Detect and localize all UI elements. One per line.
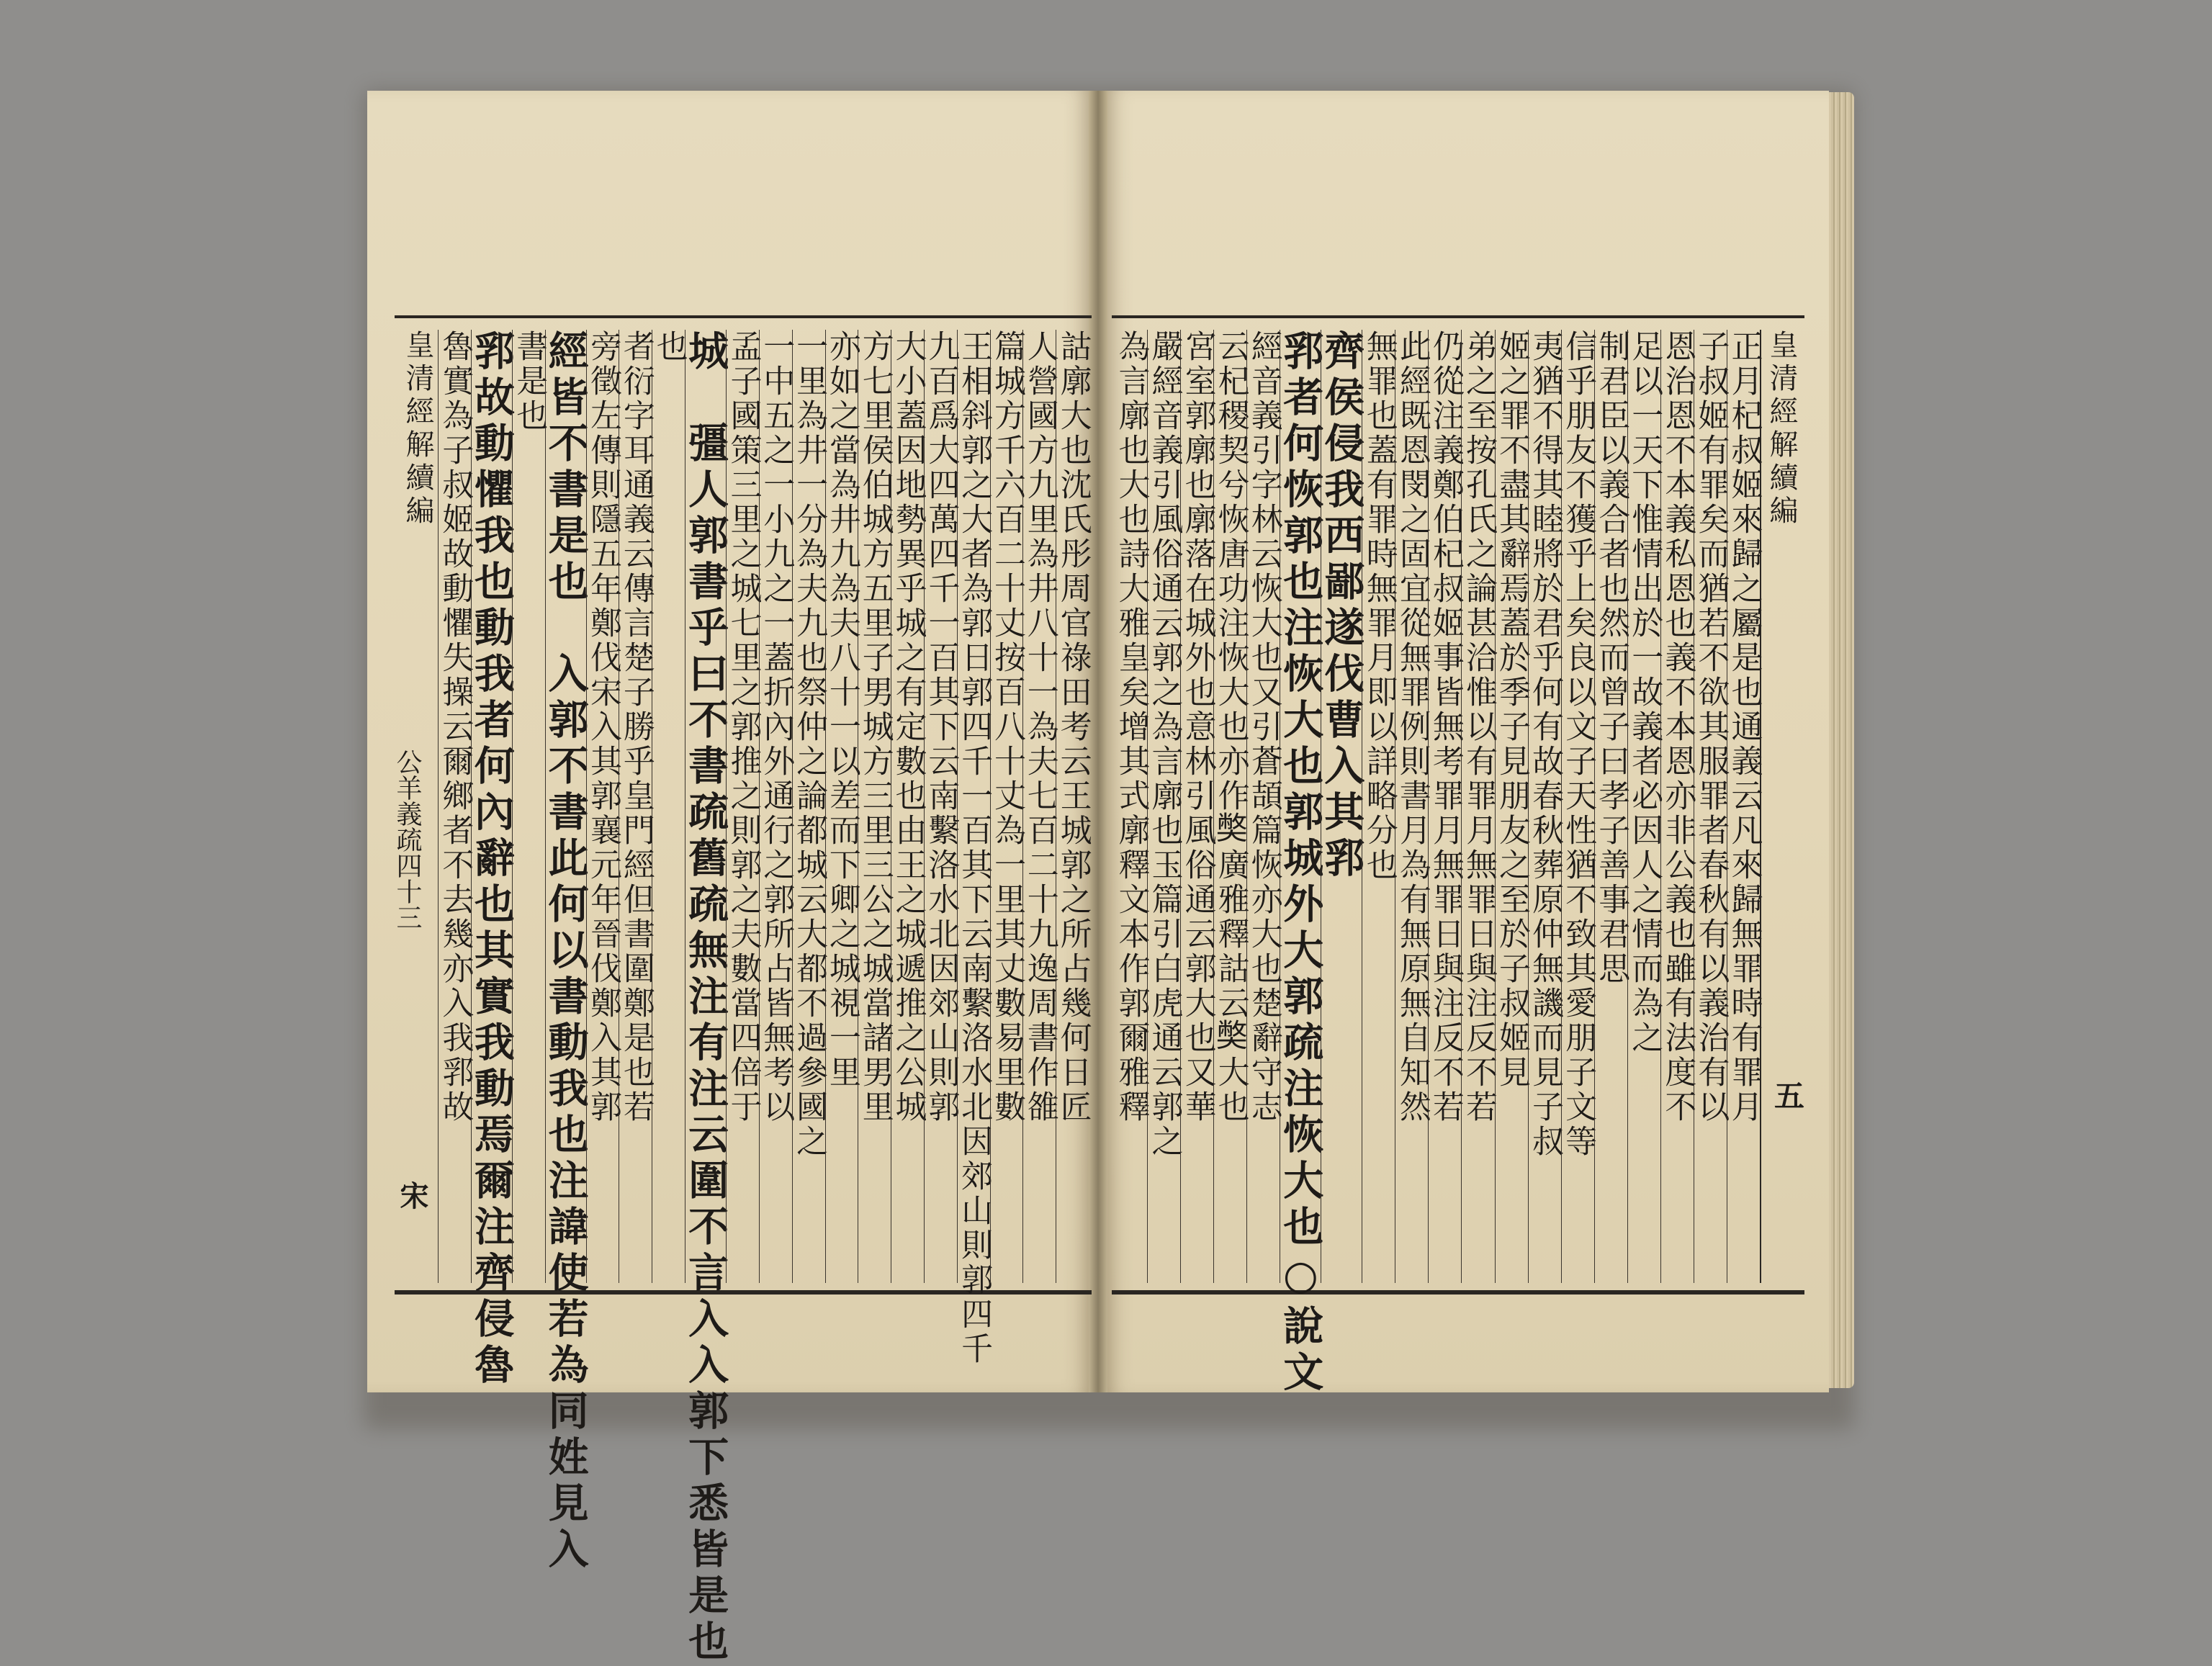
text-column xyxy=(682,330,730,1666)
text-column xyxy=(1022,330,1056,1283)
text-column xyxy=(617,330,655,1283)
column-text: 九百爲大四萬四千一百其下云南繫洛水北因郊山則郭 xyxy=(922,330,960,1125)
text-column xyxy=(1146,330,1183,1283)
text-column xyxy=(585,330,622,1283)
right-folio-number: 五 xyxy=(1770,1080,1805,1110)
column-text: 城 彊人郭書乎曰不書疏舊疏無注有注云圍不言入入郭下悉皆是也 xyxy=(682,330,730,1666)
column-text: 人營國方九里為井八十一為夫七百二十九逸周書作雒 xyxy=(1021,330,1058,1125)
column-text: 此經既恩閔之固宜從無罪例則書月為有無原無自知然 xyxy=(1393,330,1431,1125)
column-text: 詁廓大也沈氏彤周官祿田考云王城郭之所占幾何日匠 xyxy=(1054,330,1092,1125)
column-text: 經皆不書是也 入郭不書此何以書動我也注諱使若為同姓見入 xyxy=(541,330,590,1574)
text-column xyxy=(1318,330,1366,1283)
text-column xyxy=(650,330,688,1283)
column-text: 正月杞叔姬來歸之屬是也通義云凡來歸無罪時有罪月 xyxy=(1725,330,1763,1125)
text-column xyxy=(1460,330,1497,1283)
left-margin-mark: 宋 xyxy=(395,1181,429,1210)
column-text: 云杞稷契兮恢唐功注恢大也亦作𡚁廣雅釋詁云𡚁大也 xyxy=(1212,330,1249,1125)
column-text: 方七里侯伯城方五里子男城方三里三公之城當諸男里 xyxy=(856,330,894,1125)
right-columns xyxy=(1112,330,1802,1397)
text-column xyxy=(1112,330,1150,1283)
column-text: 為言廓也大也詩大雅皇矣增其式廓釋文本作郭爾雅釋 xyxy=(1112,330,1150,1125)
right-margin-column xyxy=(1760,330,1802,1283)
text-column xyxy=(757,330,795,1283)
column-text: 大小蓋因地勢異乎城之有定數也由王之城遞推之公城 xyxy=(889,330,927,1125)
column-text: 姬之罪不盡其辭焉蓋於季子見朋友之至於子叔姬見 xyxy=(1493,330,1531,1090)
column-text: 經音義引字林云恢大也又引蒼頡篇恢亦大也楚辭守志 xyxy=(1245,330,1282,1125)
text-column xyxy=(825,330,858,1283)
text-column xyxy=(541,330,590,1574)
column-text: 恩治恩不本義私恩也義不本恩亦非公義也雖有法度不 xyxy=(1659,330,1696,1125)
column-text: 齊侯侵我西鄙遂伐曹入其郛 xyxy=(1318,330,1366,883)
column-text: 亦如之當為井九為夫八十一以差而下卿之城視一里 xyxy=(823,330,860,1090)
column-text: 郛者何恢郭也注恢大也郭城外大郭疏注恢大也○說文 xyxy=(1277,330,1325,1397)
column-text: 魯實為子叔姬故動懼失操云爾鄉者不去幾亦入我郛故 xyxy=(436,330,474,1125)
text-column xyxy=(956,330,993,1366)
margin-title: 皇清經解續編 xyxy=(1765,330,1798,528)
column-text: 郛故動懼我也動我者何內辭也其實我動焉爾注齊侵魯 xyxy=(467,330,516,1390)
column-text: 足以一天下惟情出於一故義者必因人之情而為之 xyxy=(1626,330,1663,1055)
text-column xyxy=(467,330,516,1390)
column-text: 子叔姬有罪矣而猶若不欲其服罪者春秋有以義治有以 xyxy=(1692,330,1730,1125)
text-column xyxy=(1626,330,1663,1283)
column-text: 一中五之一小九之一蓋折內外通行之郭所占皆無考以 xyxy=(757,330,795,1125)
text-column xyxy=(1426,330,1464,1283)
text-column xyxy=(1493,330,1531,1283)
column-text: 夷猶不得其睦將於君乎何有故春秋葬原仲無譏而見子叔 xyxy=(1527,330,1564,1159)
text-column xyxy=(1660,330,1694,1283)
column-text: 孟子國策三里之城七里之郭推之則郭之夫數當四倍于 xyxy=(724,330,762,1125)
left-columns xyxy=(397,330,1092,1666)
column-text: 嚴經音義引風俗通云郭之為言廓也玉篇引白虎通云郭之 xyxy=(1146,330,1183,1159)
text-column xyxy=(511,330,548,1283)
column-text: 宮室郭廓也廓落在城外也意林引風俗通云郭大也又華 xyxy=(1179,330,1216,1125)
column-text: 一里為井一分為夫九也祭仲之論都城云大都不過參國之 xyxy=(791,330,828,1159)
column-text: 無罪也蓋有罪時無罪月即以詳略分也 xyxy=(1360,330,1398,883)
text-column xyxy=(1360,330,1398,1283)
text-column xyxy=(1725,330,1763,1283)
text-column xyxy=(1212,330,1249,1283)
column-text: 信乎朋友不獲乎上矣良以文子天性猶不致其愛朋子文等 xyxy=(1560,330,1597,1159)
column-text: 者衍字耳通義云傳言楚子勝乎皇門經但書圍鄭是也若 xyxy=(617,330,655,1125)
right-text-block xyxy=(1112,315,1804,1397)
text-column xyxy=(889,330,927,1283)
text-column xyxy=(1527,330,1564,1283)
text-column xyxy=(856,330,894,1283)
text-column xyxy=(791,330,828,1283)
text-column xyxy=(1054,330,1092,1283)
text-column xyxy=(922,330,960,1283)
text-column xyxy=(724,330,762,1283)
text-column xyxy=(990,330,1023,1283)
text-column xyxy=(1246,330,1280,1283)
column-text: 也 xyxy=(650,330,688,364)
text-column xyxy=(1277,330,1325,1397)
left-text-block xyxy=(395,315,1092,1666)
column-text: 弟之至按孔氏之論甚洽惟以有罪月無罪日與注反不若 xyxy=(1460,330,1497,1125)
text-column xyxy=(1692,330,1730,1283)
text-column xyxy=(1179,330,1216,1283)
column-text: 王相斜郭之大者為郭日郭四千一百其下云南繫洛水北因郊山則郭四千 xyxy=(956,330,993,1366)
page-edges xyxy=(1825,92,1854,1388)
margin-title: 皇清經解續編 xyxy=(401,330,434,528)
left-margin-title: 公羊義疏四十三 xyxy=(392,749,422,930)
column-text: 制君臣以義合者也然而曾子曰孝子善事君思 xyxy=(1593,330,1630,986)
text-column xyxy=(1560,330,1597,1283)
column-text: 旁徵左傳則隱五年鄭伐宋入其郭襄元年晉伐鄭入其郭 xyxy=(585,330,622,1125)
text-column xyxy=(436,330,474,1283)
column-text: 篇城方千六百二十丈按百八十丈為一里其丈數易里數 xyxy=(988,330,1025,1125)
text-column xyxy=(1593,330,1630,1283)
text-column xyxy=(1393,330,1431,1283)
column-text: 書是也 xyxy=(511,330,548,433)
column-text: 仍從注義鄭伯杞叔姬事皆無考罪月無罪日與注反不若 xyxy=(1426,330,1464,1125)
